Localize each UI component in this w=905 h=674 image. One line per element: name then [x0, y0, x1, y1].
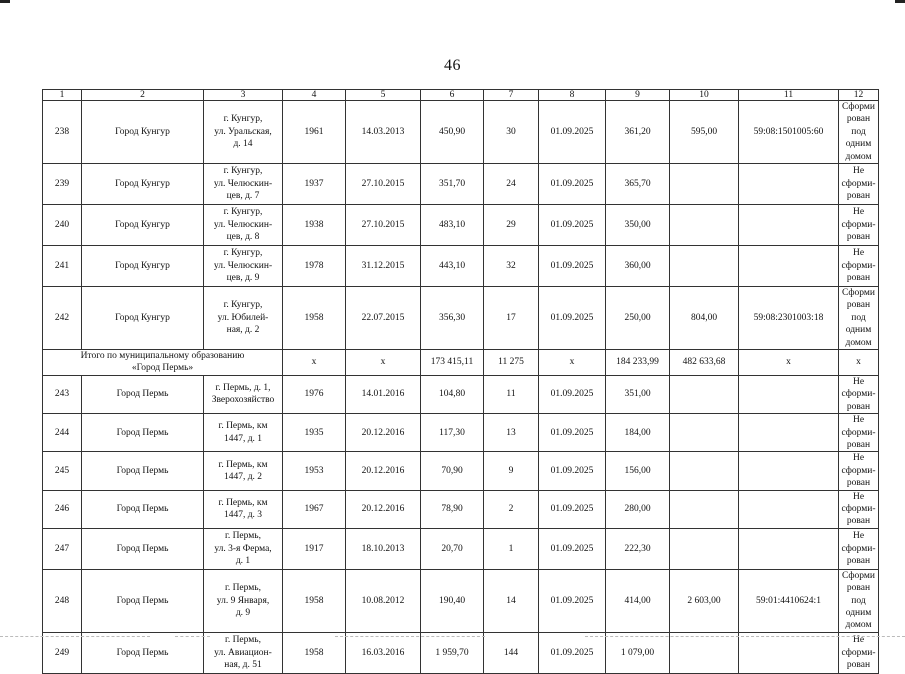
row-number-cell: 247	[43, 528, 82, 569]
year-built-cell: 1961	[283, 101, 346, 164]
residents-cell: 30	[484, 101, 539, 164]
row-number-cell: 238	[43, 101, 82, 164]
row-number-cell: 246	[43, 490, 82, 528]
cadastral-number-cell	[739, 414, 839, 452]
column-number: 1	[43, 90, 82, 101]
land-status-cell: Не сформи- рован	[839, 452, 879, 490]
residents-cell: 14	[484, 569, 539, 632]
land-area-planned-cell: 360,00	[606, 246, 670, 287]
municipality-cell: Город Пермь	[82, 490, 204, 528]
land-area-actual-cell	[670, 375, 739, 413]
year-built-cell: 1976	[283, 375, 346, 413]
relocation-deadline-cell: 01.09.2025	[539, 164, 606, 205]
cadastral-number-cell	[739, 528, 839, 569]
municipality-cell: Город Пермь	[82, 569, 204, 632]
recognition-date-cell: 31.12.2015	[346, 246, 421, 287]
land-status-cell: Не сформи- рован	[839, 164, 879, 205]
recognition-date-cell: 18.10.2013	[346, 528, 421, 569]
address-cell: г. Пермь, км 1447, д. 3	[204, 490, 283, 528]
land-area-actual-cell: 595,00	[670, 101, 739, 164]
table-row	[43, 632, 879, 673]
year-built-cell: 1978	[283, 246, 346, 287]
relocation-deadline-cell: 01.09.2025	[539, 205, 606, 246]
table-row	[43, 287, 879, 350]
relocation-deadline-cell: 01.09.2025	[539, 569, 606, 632]
cadastral-number-cell: 59:01:4410624:1	[739, 569, 839, 632]
municipality-cell: Город Кунгур	[82, 164, 204, 205]
municipality-cell: Город Пермь	[82, 414, 204, 452]
land-status-cell: Не сформи- рован	[839, 205, 879, 246]
column-number: 3	[204, 90, 283, 101]
land-area-planned-cell: 280,00	[606, 490, 670, 528]
year-built-cell: 1938	[283, 205, 346, 246]
total-area-cell: 190,40	[421, 569, 484, 632]
row-number-cell: 240	[43, 205, 82, 246]
total-land-area-planned: 184 233,99	[606, 350, 670, 376]
relocation-deadline-cell: 01.09.2025	[539, 528, 606, 569]
recognition-date-cell: 20.12.2016	[346, 414, 421, 452]
scan-edge-dash	[0, 636, 150, 638]
column-number: 6	[421, 90, 484, 101]
total-year-built: х	[283, 350, 346, 376]
total-area-cell: 20,70	[421, 528, 484, 569]
column-number: 2	[82, 90, 204, 101]
column-number: 12	[839, 90, 879, 101]
table-row	[43, 528, 879, 569]
year-built-cell: 1917	[283, 528, 346, 569]
table-row	[43, 414, 879, 452]
relocation-deadline-cell: 01.09.2025	[539, 490, 606, 528]
residents-cell: 2	[484, 490, 539, 528]
municipality-cell: Город Кунгур	[82, 246, 204, 287]
residents-cell: 29	[484, 205, 539, 246]
column-number: 8	[539, 90, 606, 101]
land-area-planned-cell: 156,00	[606, 452, 670, 490]
column-number: 4	[283, 90, 346, 101]
municipality-cell: Город Кунгур	[82, 101, 204, 164]
total-land-status: х	[839, 350, 879, 376]
municipality-cell: Город Кунгур	[82, 287, 204, 350]
land-area-actual-cell	[670, 164, 739, 205]
address-cell: г. Пермь, км 1447, д. 1	[204, 414, 283, 452]
land-area-actual-cell	[670, 452, 739, 490]
municipality-cell: Город Пермь	[82, 528, 204, 569]
table-row	[43, 569, 879, 632]
total-recognition-date: х	[346, 350, 421, 376]
land-status-cell: Не сформи- рован	[839, 528, 879, 569]
table-row	[43, 375, 879, 413]
total-residents: 11 275	[484, 350, 539, 376]
table-row	[43, 490, 879, 528]
land-area-actual-cell: 804,00	[670, 287, 739, 350]
cadastral-number-cell	[739, 632, 839, 673]
year-built-cell: 1958	[283, 569, 346, 632]
table-row	[43, 101, 879, 164]
year-built-cell: 1958	[283, 287, 346, 350]
land-area-actual-cell	[670, 414, 739, 452]
scan-edge-dash	[585, 636, 905, 638]
year-built-cell: 1953	[283, 452, 346, 490]
relocation-deadline-cell: 01.09.2025	[539, 452, 606, 490]
residents-cell: 1	[484, 528, 539, 569]
land-status-cell: Не сформи- рован	[839, 490, 879, 528]
scan-mark-right	[895, 0, 905, 3]
address-cell: г. Кунгур, ул. Челюскин- цев, д. 7	[204, 164, 283, 205]
land-status-cell: Сформирован под одним домом	[839, 287, 879, 350]
table-row	[43, 164, 879, 205]
row-number-cell: 243	[43, 375, 82, 413]
cadastral-number-cell	[739, 375, 839, 413]
address-cell: г. Кунгур, ул. Юбилей- ная, д. 2	[204, 287, 283, 350]
total-area-cell: 117,30	[421, 414, 484, 452]
scan-edge-dash	[335, 636, 485, 638]
land-area-planned-cell: 361,20	[606, 101, 670, 164]
recognition-date-cell: 16.03.2016	[346, 632, 421, 673]
land-area-planned-cell: 350,00	[606, 205, 670, 246]
scan-edge-dash	[175, 636, 210, 638]
land-status-cell: Не сформи- рован	[839, 632, 879, 673]
total-label: Итого по муниципальному образованию «Город Пермь»	[43, 350, 283, 376]
total-cadastral-number: х	[739, 350, 839, 376]
total-area-cell: 483,10	[421, 205, 484, 246]
recognition-date-cell: 14.01.2016	[346, 375, 421, 413]
total-area-cell: 104,80	[421, 375, 484, 413]
table-row	[43, 452, 879, 490]
relocation-deadline-cell: 01.09.2025	[539, 101, 606, 164]
land-status-cell: Не сформи- рован	[839, 246, 879, 287]
land-area-actual-cell	[670, 205, 739, 246]
relocation-deadline-cell: 01.09.2025	[539, 246, 606, 287]
residents-cell: 17	[484, 287, 539, 350]
land-area-actual-cell	[670, 490, 739, 528]
column-number: 5	[346, 90, 421, 101]
land-area-actual-cell	[670, 632, 739, 673]
table-row	[43, 205, 879, 246]
total-area-cell: 1 959,70	[421, 632, 484, 673]
land-area-planned-cell: 222,30	[606, 528, 670, 569]
relocation-deadline-cell: 01.09.2025	[539, 632, 606, 673]
scan-mark-left	[0, 0, 10, 3]
municipality-cell: Город Пермь	[82, 452, 204, 490]
residents-cell: 11	[484, 375, 539, 413]
total-area-cell: 450,90	[421, 101, 484, 164]
year-built-cell: 1967	[283, 490, 346, 528]
relocation-deadline-cell: 01.09.2025	[539, 414, 606, 452]
address-cell: г. Пермь, км 1447, д. 2	[204, 452, 283, 490]
relocation-deadline-cell: 01.09.2025	[539, 375, 606, 413]
recognition-date-cell: 10.08.2012	[346, 569, 421, 632]
recognition-date-cell: 27.10.2015	[346, 205, 421, 246]
residents-cell: 32	[484, 246, 539, 287]
total-area-cell: 443,10	[421, 246, 484, 287]
cadastral-number-cell	[739, 246, 839, 287]
cadastral-number-cell: 59:08:1501005:60	[739, 101, 839, 164]
year-built-cell: 1935	[283, 414, 346, 452]
year-built-cell: 1958	[283, 632, 346, 673]
row-number-cell: 239	[43, 164, 82, 205]
address-cell: г. Пермь, ул. 9 Января, д. 9	[204, 569, 283, 632]
row-number-cell: 244	[43, 414, 82, 452]
address-cell: г. Кунгур, ул. Челюскин- цев, д. 8	[204, 205, 283, 246]
row-number-cell: 241	[43, 246, 82, 287]
row-number-cell: 248	[43, 569, 82, 632]
residents-cell: 24	[484, 164, 539, 205]
land-area-actual-cell	[670, 246, 739, 287]
address-cell: г. Пермь, ул. 3-я Ферма, д. 1	[204, 528, 283, 569]
land-area-planned-cell: 1 079,00	[606, 632, 670, 673]
land-status-cell: Не сформи- рован	[839, 375, 879, 413]
residents-cell: 9	[484, 452, 539, 490]
total-land-area-actual: 482 633,68	[670, 350, 739, 376]
row-number-cell: 245	[43, 452, 82, 490]
recognition-date-cell: 20.12.2016	[346, 452, 421, 490]
column-number: 9	[606, 90, 670, 101]
recognition-date-cell: 22.07.2015	[346, 287, 421, 350]
row-number-cell: 249	[43, 632, 82, 673]
total-area-cell: 78,90	[421, 490, 484, 528]
land-area-actual-cell: 2 603,00	[670, 569, 739, 632]
municipality-cell: Город Пермь	[82, 375, 204, 413]
address-cell: г. Пермь, ул. Авиацион- ная, д. 51	[204, 632, 283, 673]
cadastral-number-cell: 59:08:2301003:18	[739, 287, 839, 350]
row-number-cell: 242	[43, 287, 82, 350]
address-cell: г. Кунгур, ул. Челюскин- цев, д. 9	[204, 246, 283, 287]
residents-cell: 144	[484, 632, 539, 673]
land-status-cell: Сформирован под одним домом	[839, 101, 879, 164]
year-built-cell: 1937	[283, 164, 346, 205]
land-area-actual-cell	[670, 528, 739, 569]
housing-registry-table	[42, 89, 879, 674]
total-area-cell: 356,30	[421, 287, 484, 350]
total-total-area: 173 415,11	[421, 350, 484, 376]
land-area-planned-cell: 184,00	[606, 414, 670, 452]
municipality-cell: Город Пермь	[82, 632, 204, 673]
land-area-planned-cell: 250,00	[606, 287, 670, 350]
total-relocation-deadline: х	[539, 350, 606, 376]
land-status-cell: Сформирован под одним домом	[839, 569, 879, 632]
column-number: 7	[484, 90, 539, 101]
residents-cell: 13	[484, 414, 539, 452]
recognition-date-cell: 14.03.2013	[346, 101, 421, 164]
municipality-cell: Город Кунгур	[82, 205, 204, 246]
column-number-row	[43, 90, 879, 101]
land-status-cell: Не сформи- рован	[839, 414, 879, 452]
table-row	[43, 246, 879, 287]
land-area-planned-cell: 414,00	[606, 569, 670, 632]
cadastral-number-cell	[739, 205, 839, 246]
land-area-planned-cell: 351,00	[606, 375, 670, 413]
address-cell: г. Кунгур, ул. Уральская, д. 14	[204, 101, 283, 164]
cadastral-number-cell	[739, 164, 839, 205]
total-area-cell: 351,70	[421, 164, 484, 205]
cadastral-number-cell	[739, 452, 839, 490]
recognition-date-cell: 27.10.2015	[346, 164, 421, 205]
page-number: 46	[444, 57, 461, 74]
column-number: 11	[739, 90, 839, 101]
recognition-date-cell: 20.12.2016	[346, 490, 421, 528]
relocation-deadline-cell: 01.09.2025	[539, 287, 606, 350]
column-number: 10	[670, 90, 739, 101]
address-cell: г. Пермь, д. 1, Зверохозяйство	[204, 375, 283, 413]
land-area-planned-cell: 365,70	[606, 164, 670, 205]
total-area-cell: 70,90	[421, 452, 484, 490]
cadastral-number-cell	[739, 490, 839, 528]
municipality-total-row	[43, 350, 879, 376]
